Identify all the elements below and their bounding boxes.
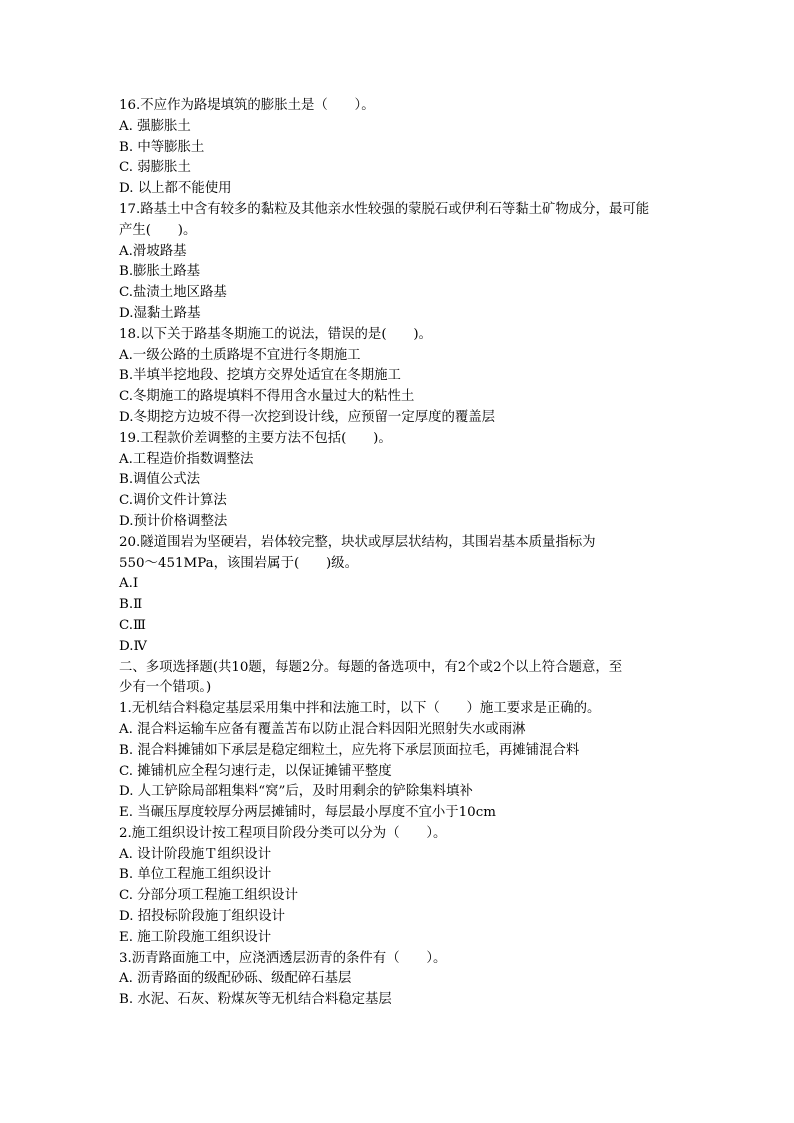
multi-option-3-b: B. 水泥、石灰、粉煤灰等无机结合料稳定基层: [119, 992, 392, 1008]
option-16-b: B. 中等膨胀土: [119, 139, 205, 155]
question-18: 18.以下关于路基冬期施工的说法，错误的是( )。: [119, 326, 432, 342]
option-20-b: B.Ⅱ: [119, 597, 143, 613]
section-heading-line-1: 二、多项选择题(共10题，每题2分。每题的备选项中，有2个或2个以上符合题意，至: [119, 659, 623, 675]
option-17-a: A.滑坡路基: [119, 243, 187, 259]
option-19-d: D.预计价格调整法: [119, 513, 228, 529]
option-19-a: A.工程造价指数调整法: [119, 451, 254, 467]
multi-option-2-a: A. 设计阶段施Ｔ组织设计: [119, 846, 272, 862]
multi-question-1: 1.无机结合料稳定基层采用集中拌和法施工时，以下（ ）施工要求是正确的。: [119, 701, 601, 717]
document-page: [119, 96, 679, 1011]
option-17-b: B.膨胀土路基: [119, 264, 201, 280]
option-20-a: A.Ⅰ: [119, 576, 139, 592]
option-20-d: D.Ⅳ: [119, 638, 147, 654]
multi-question-3: 3.沥青路面施工中，应浇洒透层沥青的条件有（ ）。: [119, 950, 447, 966]
option-18-b: B.半填半挖地段、挖填方交界处适宜在冬期施工: [119, 368, 401, 384]
option-19-b: B.调值公式法: [119, 472, 201, 488]
option-19-c: C.调价文件计算法: [119, 493, 227, 509]
option-18-c: C.冬期施工的路堤填料不得用含水量过大的粘性土: [119, 389, 415, 405]
multi-option-2-e: E. 施工阶段施工组织设计: [119, 929, 272, 945]
option-18-a: A.一级公路的土质路堤不宜进行冬期施工: [119, 347, 361, 363]
multi-option-1-c: C. 摊铺机应全程匀速行走，以保证摊铺平整度: [119, 763, 392, 779]
multi-option-1-a: A. 混合料运输车应备有覆盖苫布以防止混合料因阳光照射失水或雨淋: [119, 721, 526, 737]
option-16-c: C. 弱膨胀土: [119, 160, 191, 176]
question-20-line-2: 550～451MPa，该围岩属于( )级。: [119, 555, 358, 571]
option-17-c: C.盐渍土地区路基: [119, 285, 227, 301]
option-20-c: C.Ⅲ: [119, 617, 146, 633]
option-18-d: D.冬期挖方边坡不得一次挖到设计线，应预留一定厚度的覆盖层: [119, 409, 496, 425]
multi-option-2-c: C. 分部分项工程施工组织设计: [119, 888, 298, 904]
multi-option-1-b: B. 混合料摊铺如下承层是稳定细粒土，应先将下承层顶面拉毛，再摊铺混合料: [119, 742, 580, 758]
multi-question-2: 2.施工组织设计按工程项目阶段分类可以分为（ ）。: [119, 825, 447, 841]
section-heading-line-2: 少有一个错项。): [119, 680, 212, 696]
option-17-d: D.湿黏土路基: [119, 305, 201, 321]
multi-option-2-b: B. 单位工程施工组织设计: [119, 867, 272, 883]
multi-option-1-d: D. 人工铲除局部粗集料“窝”后，及时用剩余的铲除集料填补: [119, 784, 473, 800]
option-16-a: A. 强膨胀土: [119, 118, 191, 134]
question-19: 19.工程款价差调整的主要方法不包括( )。: [119, 430, 392, 446]
multi-option-3-a: A. 沥青路面的级配砂砾、级配碎石基层: [119, 971, 352, 987]
option-16-d: D. 以上都不能使用: [119, 181, 232, 197]
question-17-line-2: 产生( )。: [119, 222, 197, 238]
question-17-line-1: 17.路基土中含有较多的黏粒及其他亲水性较强的蒙脱石或伊利石等黏土矿物成分，最可能: [119, 201, 650, 217]
question-20-line-1: 20.隧道围岩为坚硬岩，岩体较完整，块状或厚层状结构，其围岩基本质量指标为: [119, 534, 596, 550]
multi-option-2-d: D. 招投标阶段施丁组织设计: [119, 909, 286, 925]
question-16: 16.不应作为路堤填筑的膨胀土是（ ）。: [119, 98, 375, 113]
multi-option-1-e: E. 当碾压厚度较厚分两层摊铺时，每层最小厚度不宜小于10cm: [119, 805, 496, 821]
